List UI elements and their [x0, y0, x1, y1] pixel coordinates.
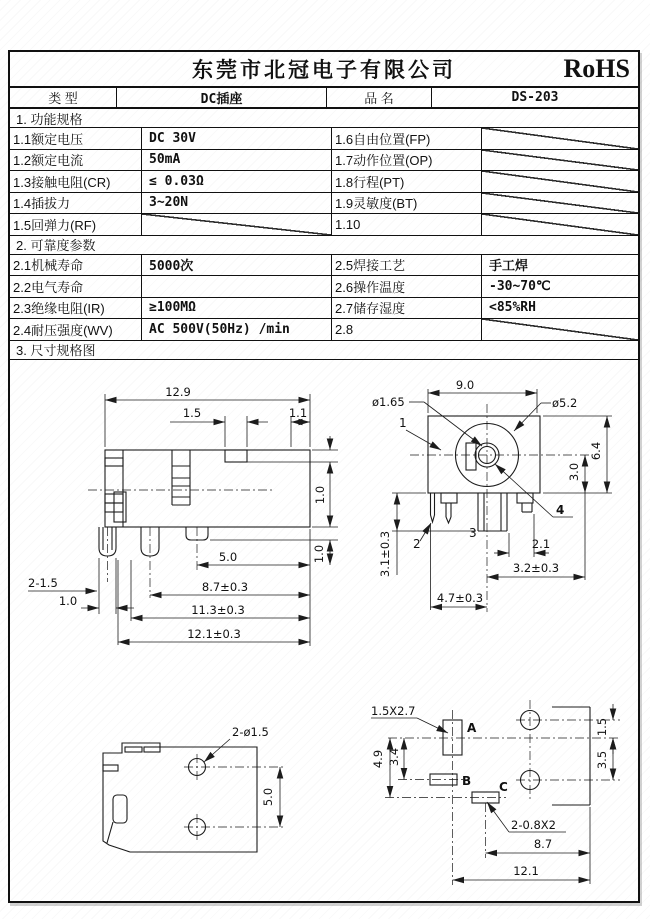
- spec-label: 2.7储存湿度: [332, 298, 482, 319]
- spec-label: 1.10: [332, 214, 482, 235]
- dim-corner: 1.1: [288, 406, 308, 420]
- table-row: [10, 150, 638, 172]
- part-info-row: [10, 88, 638, 109]
- spec-label: 1.5回弹力(RF): [10, 214, 142, 235]
- dim-height: 6.4: [589, 441, 603, 461]
- spec-value-na: [482, 214, 638, 235]
- spec-value: AC 500V(50Hz) /min: [142, 319, 332, 340]
- spec-value-na: [482, 319, 638, 340]
- dim-32: 3.2±0.3: [512, 561, 560, 575]
- pcb-footprint-drawing: [371, 700, 620, 885]
- spec-value: DC 30V: [142, 128, 332, 149]
- dimension-drawings: [0, 368, 650, 901]
- spec-label: 1.8行程(PT): [332, 171, 482, 192]
- dim-overall-width: 12.9: [165, 385, 191, 399]
- spec-label: 2.4耐压强度(WV): [10, 319, 142, 340]
- side-view-drawing: [28, 385, 338, 646]
- table-row: [10, 298, 638, 320]
- dia-barrel: ø5.2: [552, 396, 578, 410]
- spec-table-reliability: [10, 255, 638, 341]
- dim-center: 3.0: [567, 462, 581, 482]
- spec-label: 2.1机械寿命: [10, 255, 142, 276]
- spec-label: 1.6自由位置(FP): [332, 128, 482, 149]
- spec-value: <85%RH: [489, 300, 536, 316]
- dim-87: 8.7±0.3: [201, 580, 249, 594]
- spec-label: 1.3接触电阻(CR): [10, 171, 142, 192]
- spec-value-na: [482, 171, 638, 192]
- dim-47: 4.7±0.3: [436, 591, 484, 605]
- dim-pins-label: 2-1.5: [28, 576, 58, 590]
- table-row: [10, 276, 638, 298]
- dim-113: 11.3±0.3: [191, 603, 245, 617]
- spec-value: 手工焊: [489, 259, 529, 275]
- table-row: [10, 171, 638, 193]
- dim-31: 3.1±0.3: [378, 530, 392, 578]
- type-value: DC插座: [117, 88, 327, 107]
- spec-value: 3~20N: [142, 193, 332, 214]
- spec-value: -30~70℃: [489, 278, 551, 294]
- spec-label: 2.2电气寿命: [10, 276, 142, 297]
- spec-label: 1.7动作位置(OP): [332, 150, 482, 171]
- spec-label: 1.1额定电压: [10, 128, 142, 149]
- dim-34: 3.4: [387, 747, 401, 767]
- dim-hole-pitch: 5.0: [261, 787, 275, 807]
- spec-value: ≥100MΩ: [142, 298, 332, 319]
- document-header: [10, 52, 638, 88]
- spec-label: 2.3绝缘电阻(IR): [10, 298, 142, 319]
- spec-label: 1.2额定电流: [10, 150, 142, 171]
- spec-label: 2.6操作温度: [332, 276, 482, 297]
- part-label-2: 2: [413, 537, 421, 551]
- spec-value-na: [142, 214, 332, 235]
- dim-step-height: 1.0: [313, 485, 327, 505]
- dim-21: 2.1: [531, 537, 551, 551]
- dim-notch-width: 1.5: [182, 406, 202, 420]
- part-label-3: 3: [469, 526, 477, 540]
- dim-width: 9.0: [455, 378, 475, 392]
- table-row: [10, 128, 638, 150]
- table-row: [10, 255, 638, 277]
- dim-121: 12.1±0.3: [187, 627, 241, 641]
- table-row: [10, 193, 638, 215]
- rohs-mark: RoHS: [563, 54, 630, 83]
- spec-label: 1.9灵敏度(BT): [332, 193, 482, 214]
- company-name: 东莞市北冠电子有限公司: [192, 57, 456, 82]
- spec-value: 50mA: [142, 150, 332, 171]
- dim-holes: 2-ø1.5: [232, 725, 269, 739]
- front-view-drawing: [372, 378, 612, 612]
- table-row: [10, 319, 638, 341]
- dim-pin-pitch: 5.0: [218, 550, 238, 564]
- pad-label-a: A: [467, 721, 477, 735]
- spec-value-na: [482, 150, 638, 171]
- part-label-1: 1: [399, 416, 407, 430]
- dim-pad-a: 1.5X2.7: [371, 704, 416, 718]
- section2-title: 2. 可靠度参数: [10, 236, 638, 255]
- dim-35: 3.5: [595, 750, 609, 770]
- spec-label: 2.5焊接工艺: [332, 255, 482, 276]
- type-label: 类 型: [10, 88, 117, 107]
- section1-title: 1. 功能规格: [10, 109, 638, 128]
- spec-value-na: [482, 193, 638, 214]
- dim-15: 1.5: [595, 717, 609, 737]
- spec-table-functional: [10, 128, 638, 236]
- dim-pads: 2-0.8X2: [511, 818, 556, 832]
- dim-pin-offset: 1.0: [58, 594, 78, 608]
- spec-value: 5000次: [142, 255, 332, 276]
- pad-label-b: B: [462, 774, 472, 788]
- part-label-4: 4: [556, 503, 565, 517]
- spec-value-na: [482, 128, 638, 149]
- bracket-view-drawing: [103, 725, 285, 852]
- dim-tab-height: 1.0: [312, 544, 326, 564]
- spec-value: ≤ 0.03Ω: [142, 171, 332, 192]
- dim-87: 8.7: [533, 837, 553, 851]
- dia-pin: ø1.65: [372, 395, 405, 409]
- name-value: DS-203: [511, 90, 559, 105]
- section3-title: 3. 尺寸规格图: [10, 341, 638, 360]
- spec-value: [142, 276, 332, 297]
- dim-49: 4.9: [371, 749, 385, 769]
- spec-label: 2.8: [332, 319, 482, 340]
- dim-121: 12.1: [513, 864, 539, 878]
- pad-label-c: C: [499, 780, 508, 794]
- name-label: 品 名: [327, 88, 432, 107]
- spec-label: 1.4插拔力: [10, 193, 142, 214]
- table-row: [10, 214, 638, 236]
